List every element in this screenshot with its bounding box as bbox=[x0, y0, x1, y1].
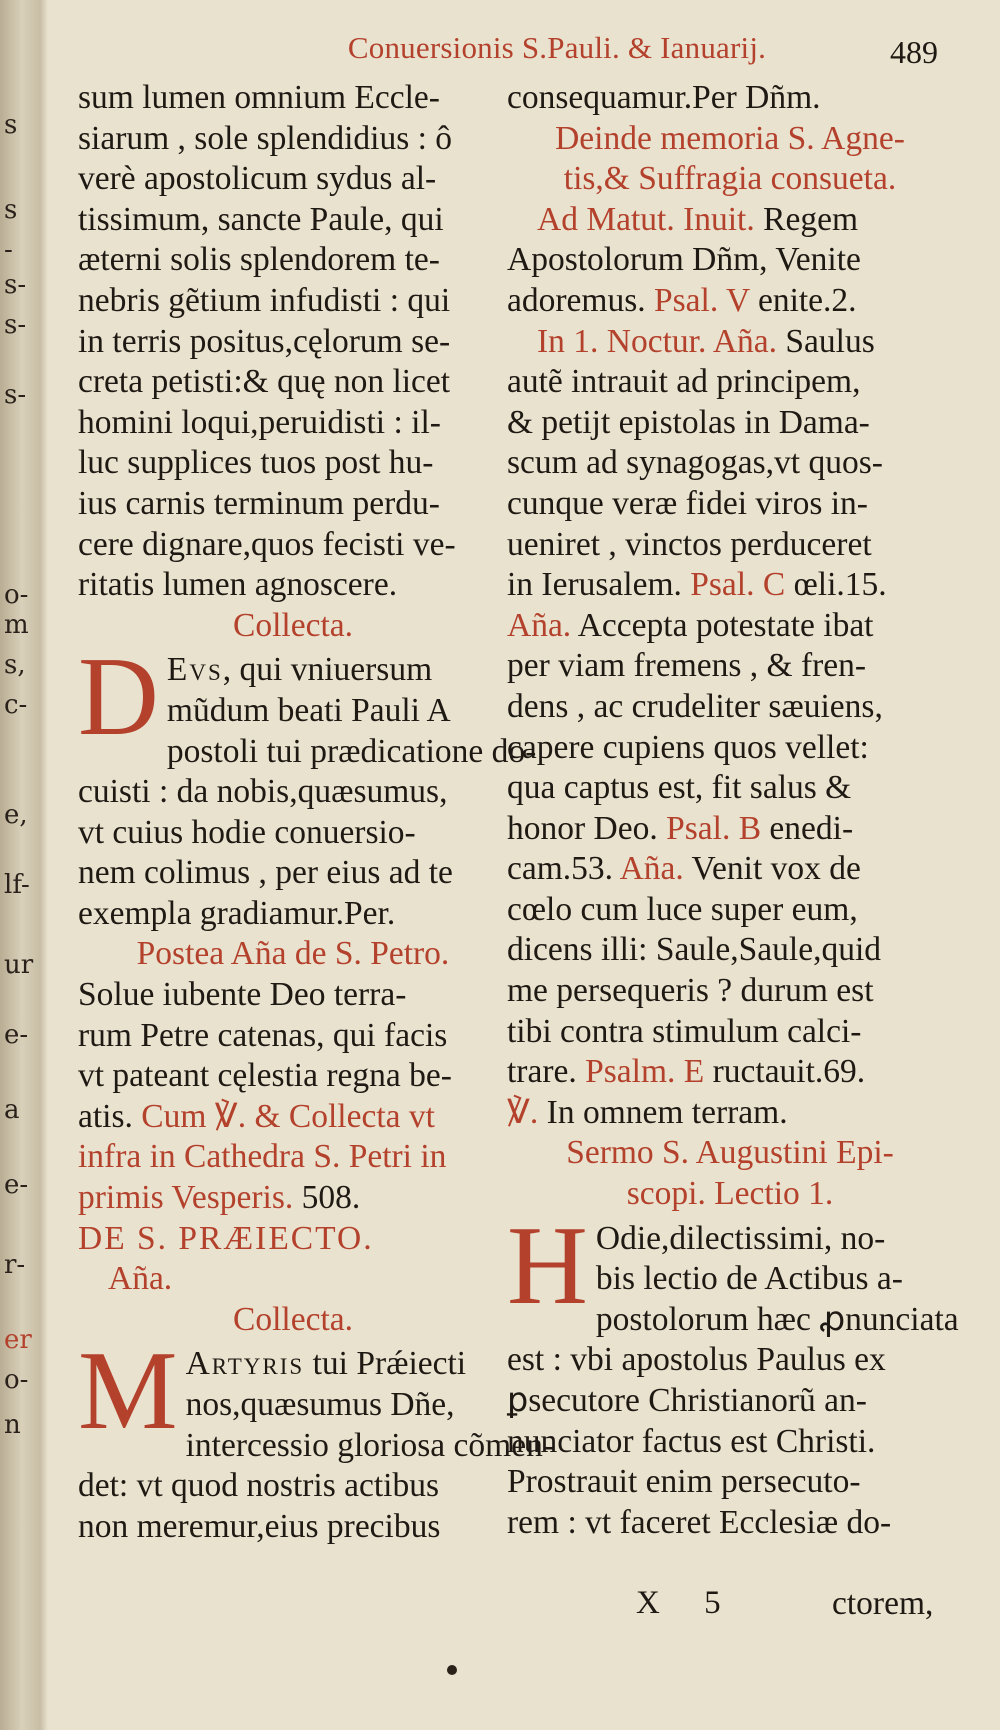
bleed-fragment: ur bbox=[4, 950, 34, 980]
bleed-fragment: r- bbox=[4, 1250, 26, 1280]
bleed-fragment: s- bbox=[4, 380, 27, 410]
text-block bbox=[78, 78, 508, 606]
text-line: ꝑsecutore Christianorũ an- bbox=[507, 1382, 867, 1419]
text-line: verè apostolicum sydus al- bbox=[78, 160, 437, 198]
ink-spot bbox=[447, 1665, 457, 1675]
page-number: 489 bbox=[890, 34, 938, 70]
text-line: & petijt epistolas in Dama- bbox=[507, 403, 870, 441]
text-line: nebris gẽtium infudisti : qui bbox=[78, 281, 451, 319]
text-line: Prostrauit enim persecuto- bbox=[507, 1463, 861, 1501]
text-line: ueniret , vinctos perduceret bbox=[507, 525, 872, 563]
lectio-paragraph bbox=[507, 1203, 959, 1544]
cross-reference-page: 508. bbox=[301, 1179, 361, 1217]
bleed-fragment: s bbox=[4, 195, 18, 225]
bleed-fragment: o- bbox=[4, 580, 29, 610]
text-line: Odie,dilectissimi, no- bbox=[595, 1219, 886, 1257]
collecta-paragraph: D Evs, qui vniuersum mũdum beati Pauli A postoli tui prædicatione do- cuisti : da nobis,quæsumus, vt cuius hodie conuersio- nem colimus , per eius ad te exempla gradiamur.Per. bbox=[78, 635, 537, 932]
text-line: est : vbi apostolus Paulus ex bbox=[507, 1341, 886, 1379]
bleed-fragment: m bbox=[4, 610, 29, 640]
catchword: ctorem, bbox=[832, 1585, 934, 1622]
collecta-heading: Collecta. bbox=[233, 606, 353, 644]
text-line: scum ad synagogas,vt quos- bbox=[507, 444, 883, 482]
feast-heading: DE S. PRÆIECTO. bbox=[78, 1219, 374, 1257]
bleed-fragment: lf- bbox=[4, 870, 30, 900]
text-line: per viam fremens , & fren- bbox=[507, 647, 867, 685]
bleed-fragment: s- bbox=[4, 270, 27, 300]
bleed-fragment: c- bbox=[4, 690, 28, 720]
text-line: Solue iubente Deo terra- bbox=[78, 976, 407, 1014]
signature-mark: X 5 bbox=[636, 1585, 739, 1621]
text-line: Sermo S. Augustini Epi- bbox=[566, 1134, 894, 1172]
text-line: capere cupiens quos vellet: bbox=[507, 728, 869, 766]
sermo-heading bbox=[507, 1133, 953, 1214]
bleed-fragment: e- bbox=[4, 1170, 29, 1200]
text-line: siarum , sole splendidius : ô bbox=[78, 119, 453, 157]
text-line: scopi. Lectio 1. bbox=[626, 1175, 834, 1213]
postea-heading: Postea Aña de S. Petro. bbox=[136, 935, 450, 973]
text-line: cunque veræ fidei viros in- bbox=[507, 484, 868, 522]
bleed-fragment: n bbox=[4, 1410, 21, 1440]
text-line: homini loqui,peruidisti : il- bbox=[78, 403, 441, 441]
collecta2-heading: Collecta. bbox=[233, 1300, 353, 1338]
text-line: ritatis lumen agnoscere. bbox=[78, 566, 398, 604]
text-line: Deinde memoria S. Agne- bbox=[555, 119, 905, 157]
text-line: æterni solis splendorem te- bbox=[78, 241, 440, 279]
bleed-fragment: o- bbox=[4, 1365, 29, 1395]
text-line: rem : vt faceret Ecclesiæ do- bbox=[507, 1503, 892, 1541]
text-line: vt pateant cęlestia regna be- bbox=[78, 1057, 452, 1095]
text-line: dicens illi: Saule,Saule,quid bbox=[507, 931, 882, 969]
text-line: qua captus est, fit salus & bbox=[507, 769, 852, 807]
text-line: cere dignare,quos fecisti ve- bbox=[78, 525, 456, 563]
text-line: tissimum, sancte Paule, qui bbox=[78, 200, 444, 238]
deinde-rubric bbox=[507, 119, 953, 200]
bleed-fragment: s bbox=[4, 110, 18, 140]
bleed-fragment: er bbox=[4, 1325, 32, 1355]
text-line: cœlo cum luce super eum, bbox=[507, 890, 858, 928]
text-line: autẽ intrauit ad principem, bbox=[507, 363, 861, 401]
versicle-symbol: ℣. bbox=[507, 1093, 539, 1131]
left-column: sum lumen omnium Eccle- siarum , sole splendidius : ô verè apostolicum sydus al- tissimum, sancte Paule, qui æterni solis splendorem te- nebris gẽtium infudisti : qui in terris positus,cęlorum se- creta petisti:& quę non licet homini loqui,peruidisti : il- luc supplices tuos post hu- ius carnis terminum perdu- cere dignare,quos fecisti ve- ritatis lumen agnoscere. Collecta. D Evs, qui vniuersum mũdum beati Pauli A postoli tui prædicatione do- cuisti : da nobis,quæsumus, vt cuius hodie conuersio- nem colimus , per eius ad te exempla gradiamur.Per. Postea Aña de S. Petro. Solue iubente Deo terra- rum Petre catenas, qui facis vt pateant cęlestia regna be- atis. Cum ℣. & Collecta vt infra in Cathedra S. Petri in primis Vesperis. 508. DE S. PRÆIECTO. Aña. Collecta. M Artyris tui Prǽiecti nos,quæsumus Dñe, intercessio gloriosa cõmen- det: vt quod nostris actibus non meremur,eius precibus bbox=[78, 78, 508, 1547]
book-page bbox=[52, 0, 1000, 1730]
collecta2-paragraph: M Artyris tui Prǽiecti nos,quæsumus Dñe, intercessio gloriosa cõmen- det: vt quod nostris actibus non meremur,eius precibus bbox=[78, 1329, 554, 1545]
text-line: nunciator factus est Christi. bbox=[507, 1422, 876, 1460]
text-line: sum lumen omnium Eccle- bbox=[78, 79, 440, 116]
text-line: dens , ac crudeliter sæuiens, bbox=[507, 687, 883, 725]
text-line: me persequeris ? durum est bbox=[507, 972, 874, 1010]
running-header: Conuersionis S.Pauli. & Ianuarij. bbox=[347, 30, 767, 65]
bleed-fragment: e- bbox=[4, 1020, 29, 1050]
text-line: postolorum hæc ꝓnunciata bbox=[595, 1300, 959, 1338]
bleed-fragment: a bbox=[4, 1095, 20, 1125]
text-line: ius carnis terminum perdu- bbox=[78, 484, 440, 522]
text-line: creta petisti:& quę non licet bbox=[78, 363, 451, 401]
rubric-infra: infra in Cathedra S. Petri in bbox=[78, 1138, 447, 1176]
solue-block bbox=[78, 975, 508, 1097]
text-line: Apostolorum Dñm, Venite bbox=[507, 241, 861, 279]
text-line: tis,& Suffragia consueta. bbox=[563, 160, 897, 198]
drop-cap-m: M bbox=[78, 1329, 178, 1454]
bleed-fragment: s- bbox=[4, 310, 27, 340]
collecta-first-word: Evs bbox=[166, 651, 223, 689]
bleed-fragment: s, bbox=[4, 650, 26, 680]
text-line: in terris positus,cęlorum se- bbox=[78, 322, 451, 360]
text-line: luc supplices tuos post hu- bbox=[78, 444, 434, 482]
text-line: tibi contra stimulum calci- bbox=[507, 1012, 862, 1050]
drop-cap-h: H bbox=[507, 1203, 588, 1328]
rubric-cum: Cum ℣. & Collecta vt bbox=[141, 1097, 435, 1135]
right-column: consequamur.Per Dñm. Deinde memoria S. Agne- tis,& Suffragia consueta. Ad Matut. Inuit. Regem Apostolorum Dñm, Venite adoremus. Psal. V enite.2. In 1. Noctur. Aña. Saulus autẽ intrauit ad principem, & petijt epistolas in Dama- scum ad synagogas,vt quos- cunque veræ fidei viros in- ueniret , vinctos perduceret in Ierusalem. Psal. C œli.15. Aña. Accepta potestate ibat per viam fremens , & fren- dens , ac crudeliter sæuiens, capere cupiens quos vellet: qua captus est, fit salus & honor Deo. Psal. B enedi- cam.53. Aña. Venit vox de cœlo cum luce super eum, dicens illi: Saule,Saule,quid me persequeris ? durum est tibi contra stimulum calci- trare. Psalm. E ructauit.69. ℣. In omnem terram. Sermo S. Augustini Epi- scopi. Lectio 1. H Odie,dilectissimi, no- bis lectio de Actibus a- postolorum hæc ꝓnunciata est : vbi apostolus Paulus ex ꝑsecutore Christianorũ an- nunciator factus est Christi. Prostrauit enim persecuto- rem : vt faceret Ecclesiæ do- bbox=[507, 78, 953, 1543]
bleed-fragment: - bbox=[4, 235, 13, 265]
text-line: bis lectio de Actibus a- bbox=[595, 1260, 903, 1298]
text-line: rum Petre catenas, qui facis bbox=[78, 1016, 448, 1054]
antiphon-heading: Aña. bbox=[108, 1260, 173, 1298]
bleed-fragment: e, bbox=[4, 800, 28, 830]
drop-cap-d: D bbox=[78, 635, 159, 760]
